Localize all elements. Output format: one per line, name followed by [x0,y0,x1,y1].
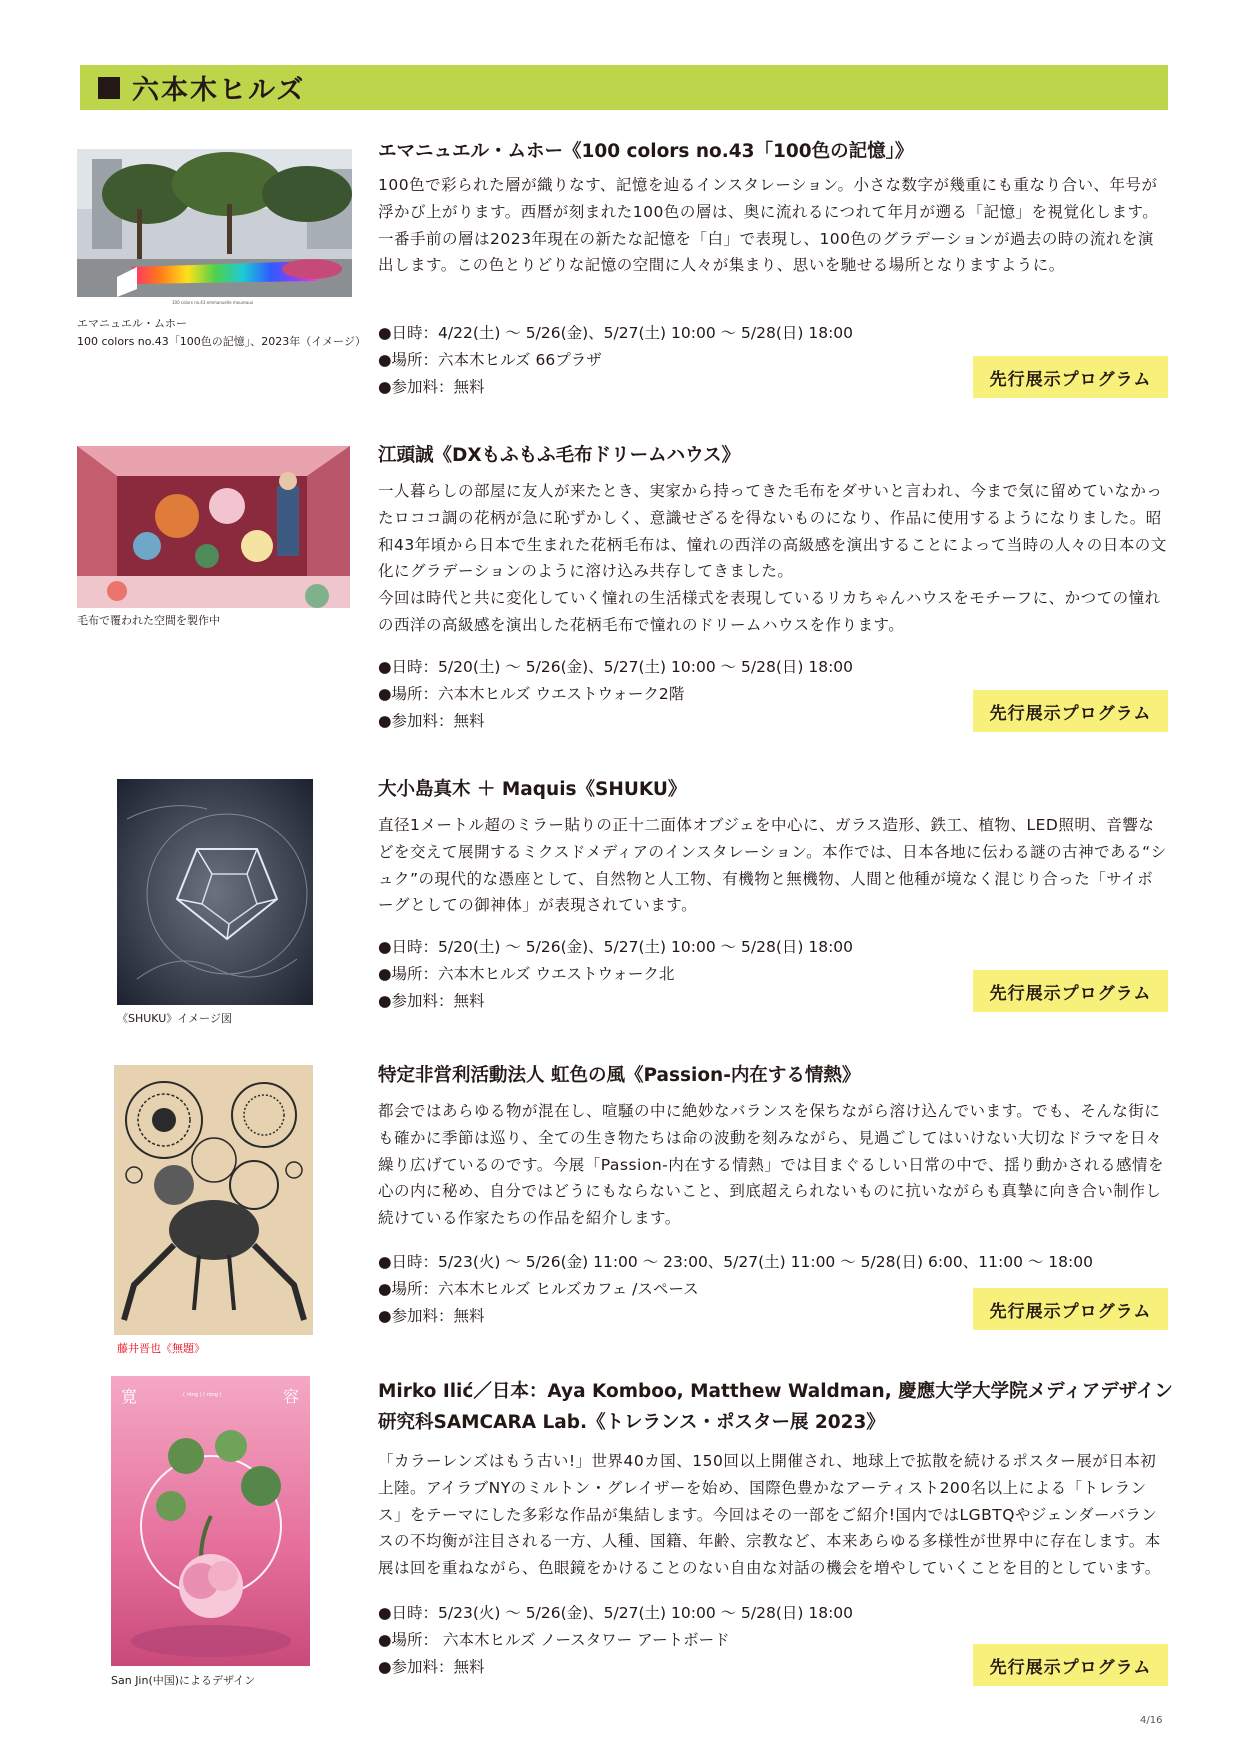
photo-tolerance-poster [111,1376,310,1666]
entry-title: 江頭誠《DXもふもふ毛布ドリームハウス》 [378,445,741,466]
photo-blanket-house [77,446,350,608]
photo-credit-text: 100 colors no.43 emmanuelle moureaux [172,300,254,305]
entry-place: ●場所： 六本木ヒルズ ノースタワー アートボード [378,1631,730,1649]
photo-untitled-drawing [114,1065,313,1335]
page-number: 4/16 [1140,1715,1163,1726]
photo-caption: 毛布で覆われた空間を製作中 [77,614,220,627]
preview-program-badge: 先行展示プログラム [973,690,1168,732]
section-title: 六本木ヒルズ [132,75,306,106]
entry-fee: ●参加料：無料 [378,992,485,1010]
square-bullet-icon [98,77,120,99]
entry-description: 一人暮らしの部屋に友人が来たとき、実家から持ってきた毛布をダサいと言われ、今まで気に留めていなかったロココ調の花柄が急に恥ずかしく、意識せざるを得ないものになり、作品に使用するようになりました。昭和43年頃から日本で生まれた花柄毛布は、憧れの西洋の高級感を演出することによって当時の人々の日本の文化にグラデーションのように溶け込み共存してきました。 今回は時代と共に変化していく憧れの生活様式を表現しているリカちゃんハウスをモチーフに、かつての憧れの西洋の高級感を演出した花柄毛布で憧れのドリームハウスを作ります。 [378,482,1167,634]
entry-title: エマニュエル・ムホー《100 colors no.43「100色の記憶」》 [378,141,914,162]
photo-caption: San Jin(中国)によるデザイン [111,1674,256,1687]
preview-program-badge: 先行展示プログラム [973,1644,1168,1686]
photo-shuku [117,779,313,1005]
entry-place: ●場所：六本木ヒルズ ヒルズカフェ /スペース [378,1280,699,1298]
entry-description: 「カラーレンズはもう古い!」世界40カ国、150回以上開催され、地球上で拡散を続けるポスター展が日本初上陸。アイラブNYのミルトン・グレイザーを始め、国際色豊かなアーティスト200名以上による「トレランス」をテーマにした多彩な作品が集結します。今回はその一部をご紹介!国内ではLGBTQやジェンダーバランスの不均衡が注目される一方、人種、国籍、年齢、宗教など、本来あらゆる多様性が世界中に存在します。本展は回を重ねながら、色眼鏡をかけることのない自由な対話の機会を増やしていくことを目的としています。 [378,1452,1161,1578]
poster-subtitle: ( rōng ) ( róng ) [183,1392,222,1398]
entry-fee: ●参加料：無料 [378,1307,485,1325]
entry-place: ●場所：六本木ヒルズ ウエストウォーク北 [378,965,675,983]
entry-fee: ●参加料：無料 [378,378,485,396]
entry-date: ●日時：5/20(土) ～ 5/26(金)、5/27(土) 10:00 ～ 5/28(日) 18:00 [378,658,854,676]
entry-fee: ●参加料：無料 [378,1658,485,1676]
entry-title: 大小島真木 ＋ Maquis《SHUKU》 [378,779,687,800]
photo-caption: 《SHUKU》イメージ図 [117,1012,232,1025]
preview-program-badge: 先行展示プログラム [973,356,1168,398]
entry-description: 100色で彩られた層が織りなす、記憶を辿るインスタレーション。小さな数字が幾重にも重なり合い、年号が浮かび上がります。西暦が刻まれた100色の層は、奥に流れるにつれて年月が遡る「記憶」を視覚化します。一番手前の層は2023年現在の新たな記憶を「白」で表現し、100色のグラデーションが過去の時の流れを演出します。この色とりどりな記憶の空間に人々が集まり、思いを馳せる場所となりますように。 [378,176,1159,275]
poster-char-right: 容 [283,1387,300,1406]
entry-date: ●日時：5/20(土) ～ 5/26(金)、5/27(土) 10:00 ～ 5/28(日) 18:00 [378,938,854,956]
preview-program-badge: 先行展示プログラム [973,970,1168,1012]
entry-title: 特定非営利活動法人 虹色の風《Passion-内在する情熱》 [378,1065,861,1086]
entry-title: Mirko Ilić／日本：Aya Komboo, Matthew Waldman, 慶應大学大学院メディアデザイン 研究科SAMCARA Lab.《トレランス・ポスター展 2023》 [378,1381,1173,1433]
section-header [80,65,1168,110]
entry-date: ●日時：5/23(火) ～ 5/26(金)、5/27(土) 10:00 ～ 5/28(日) 18:00 [378,1604,854,1622]
photo-caption: エマニュエル・ムホー 100 colors no.43「100色の記憶」、2023年（イメージ） [77,317,366,348]
poster-char-left: 寛 [121,1387,138,1406]
entry-place: ●場所：六本木ヒルズ ウエストウォーク2階 [378,685,685,703]
entry-date: ●日時：5/23(火) ～ 5/26(金) 11:00 ～ 23:00、5/27(土) 11:00 ～ 5/28(日) 6:00、11:00 ～ 18:00 [378,1253,1093,1271]
photo-100-colors [77,149,352,306]
entry-place: ●場所：六本木ヒルズ 66プラザ [378,351,602,369]
entry-date: ●日時：4/22(土) ～ 5/26(金)、5/27(土) 10:00 ～ 5/28(日) 18:00 [378,324,854,342]
preview-program-badge: 先行展示プログラム [973,1288,1168,1330]
entry-fee: ●参加料：無料 [378,712,485,730]
photo-caption: 藤井晋也《無題》 [117,1342,205,1355]
entry-description: 都会ではあらゆる物が混在し、喧騒の中に絶妙なバランスを保ちながら溶け込んでいます。でも、そんな街にも確かに季節は巡り、全ての生き物たちは命の波動を刻みながら、見過ごしてはいけない大切なドラマを日々繰り広げているのです。今展「Passion-内在する情熱」では目まぐるしい日常の中で、揺り動かされる感情を心の内に秘め、自分ではどうにもならないこと、到底超えられないものに抗いながらも真摯に向き合い制作し続けている作家たちの作品を紹介します。 [378,1102,1164,1228]
entry-description: 直径1メートル超のミラー貼りの正十二面体オブジェを中心に、ガラス造形、鉄工、植物、LED照明、音響などを交えて展開するミクスドメディアのインスタレーション。本作では、日本各地に伝わる謎の古神である“シュク”の現代的な憑座として、自然物と人工物、有機物と無機物、人間と他種が境なく混じり合った「サイボーグとしての御神体」が表現されています。 [378,816,1167,915]
